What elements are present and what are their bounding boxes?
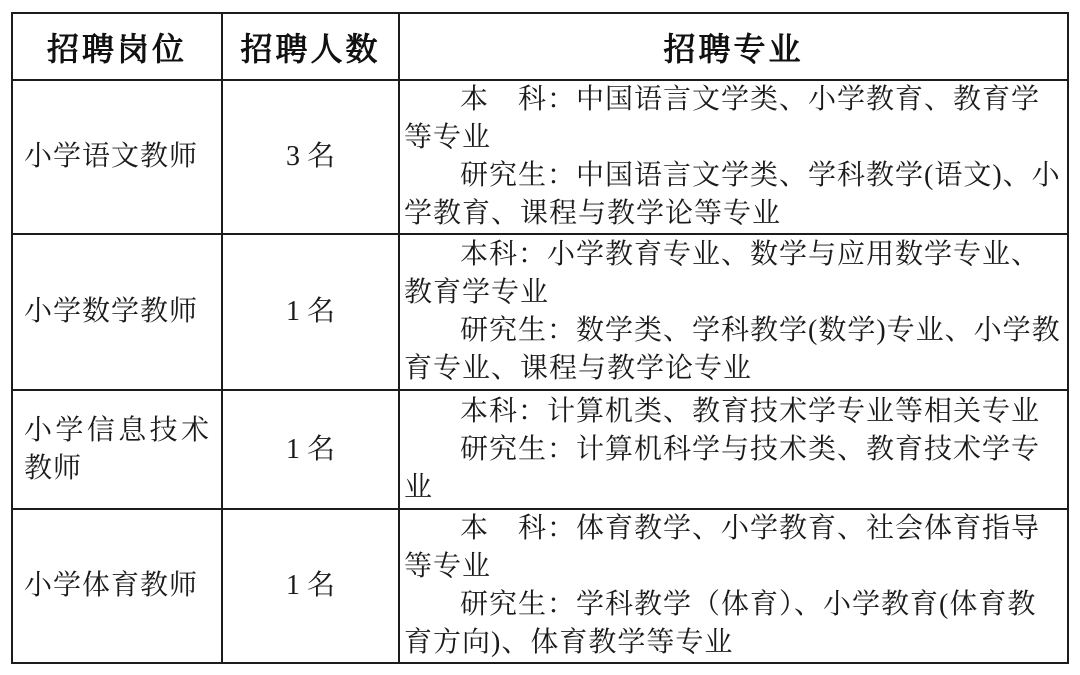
undergraduate-majors: 本 科：体育教学、小学教育、社会体育指导等专业: [404, 513, 1041, 582]
majors-cell: [399, 80, 1068, 234]
recruitment-table: [11, 12, 1069, 664]
position-cell: 小学体育教师: [12, 509, 222, 663]
majors-cell: [399, 509, 1068, 663]
table-row-pe-teacher: [12, 509, 1068, 663]
count-cell: 1 名: [222, 509, 399, 663]
header-position: 招聘岗位: [12, 13, 222, 80]
table-row-chinese-teacher: [12, 80, 1068, 234]
undergraduate-majors: 本科：计算机类、教育技术学专业等相关专业: [460, 395, 1041, 427]
graduate-majors: 研究生：中国语言文学类、学科教学(语文)、小学教育、课程与教学论等专业: [404, 160, 1061, 229]
position-cell: 小学语文教师: [12, 80, 222, 234]
undergraduate-majors: 本科：小学教育专业、数学与应用数学专业、教育学专业: [404, 239, 1041, 308]
table-row-it-teacher: [12, 390, 1068, 509]
majors-cell: [399, 234, 1068, 390]
graduate-majors: 研究生：学科教学（体育）、小学教育(体育教育方向)、体育教学等专业: [404, 589, 1037, 658]
position-cell: 小学信息技术教师: [12, 390, 222, 509]
graduate-majors: 研究生：计算机科学与技术类、教育技术学专业: [404, 433, 1041, 503]
header-row: [12, 13, 1068, 80]
graduate-majors: 研究生：数学类、学科教学(数学)专业、小学教育专业、课程与教学论专业: [404, 315, 1061, 384]
count-cell: 3 名: [222, 80, 399, 234]
count-cell: 1 名: [222, 390, 399, 509]
count-cell: 1 名: [222, 234, 399, 390]
header-count: 招聘人数: [222, 13, 399, 80]
undergraduate-majors: 本 科：中国语言文学类、小学教育、教育学等专业: [404, 84, 1041, 153]
header-majors: 招聘专业: [399, 13, 1068, 80]
table-row-math-teacher: [12, 234, 1068, 390]
majors-cell: [399, 390, 1068, 509]
position-cell: 小学数学教师: [12, 234, 222, 390]
